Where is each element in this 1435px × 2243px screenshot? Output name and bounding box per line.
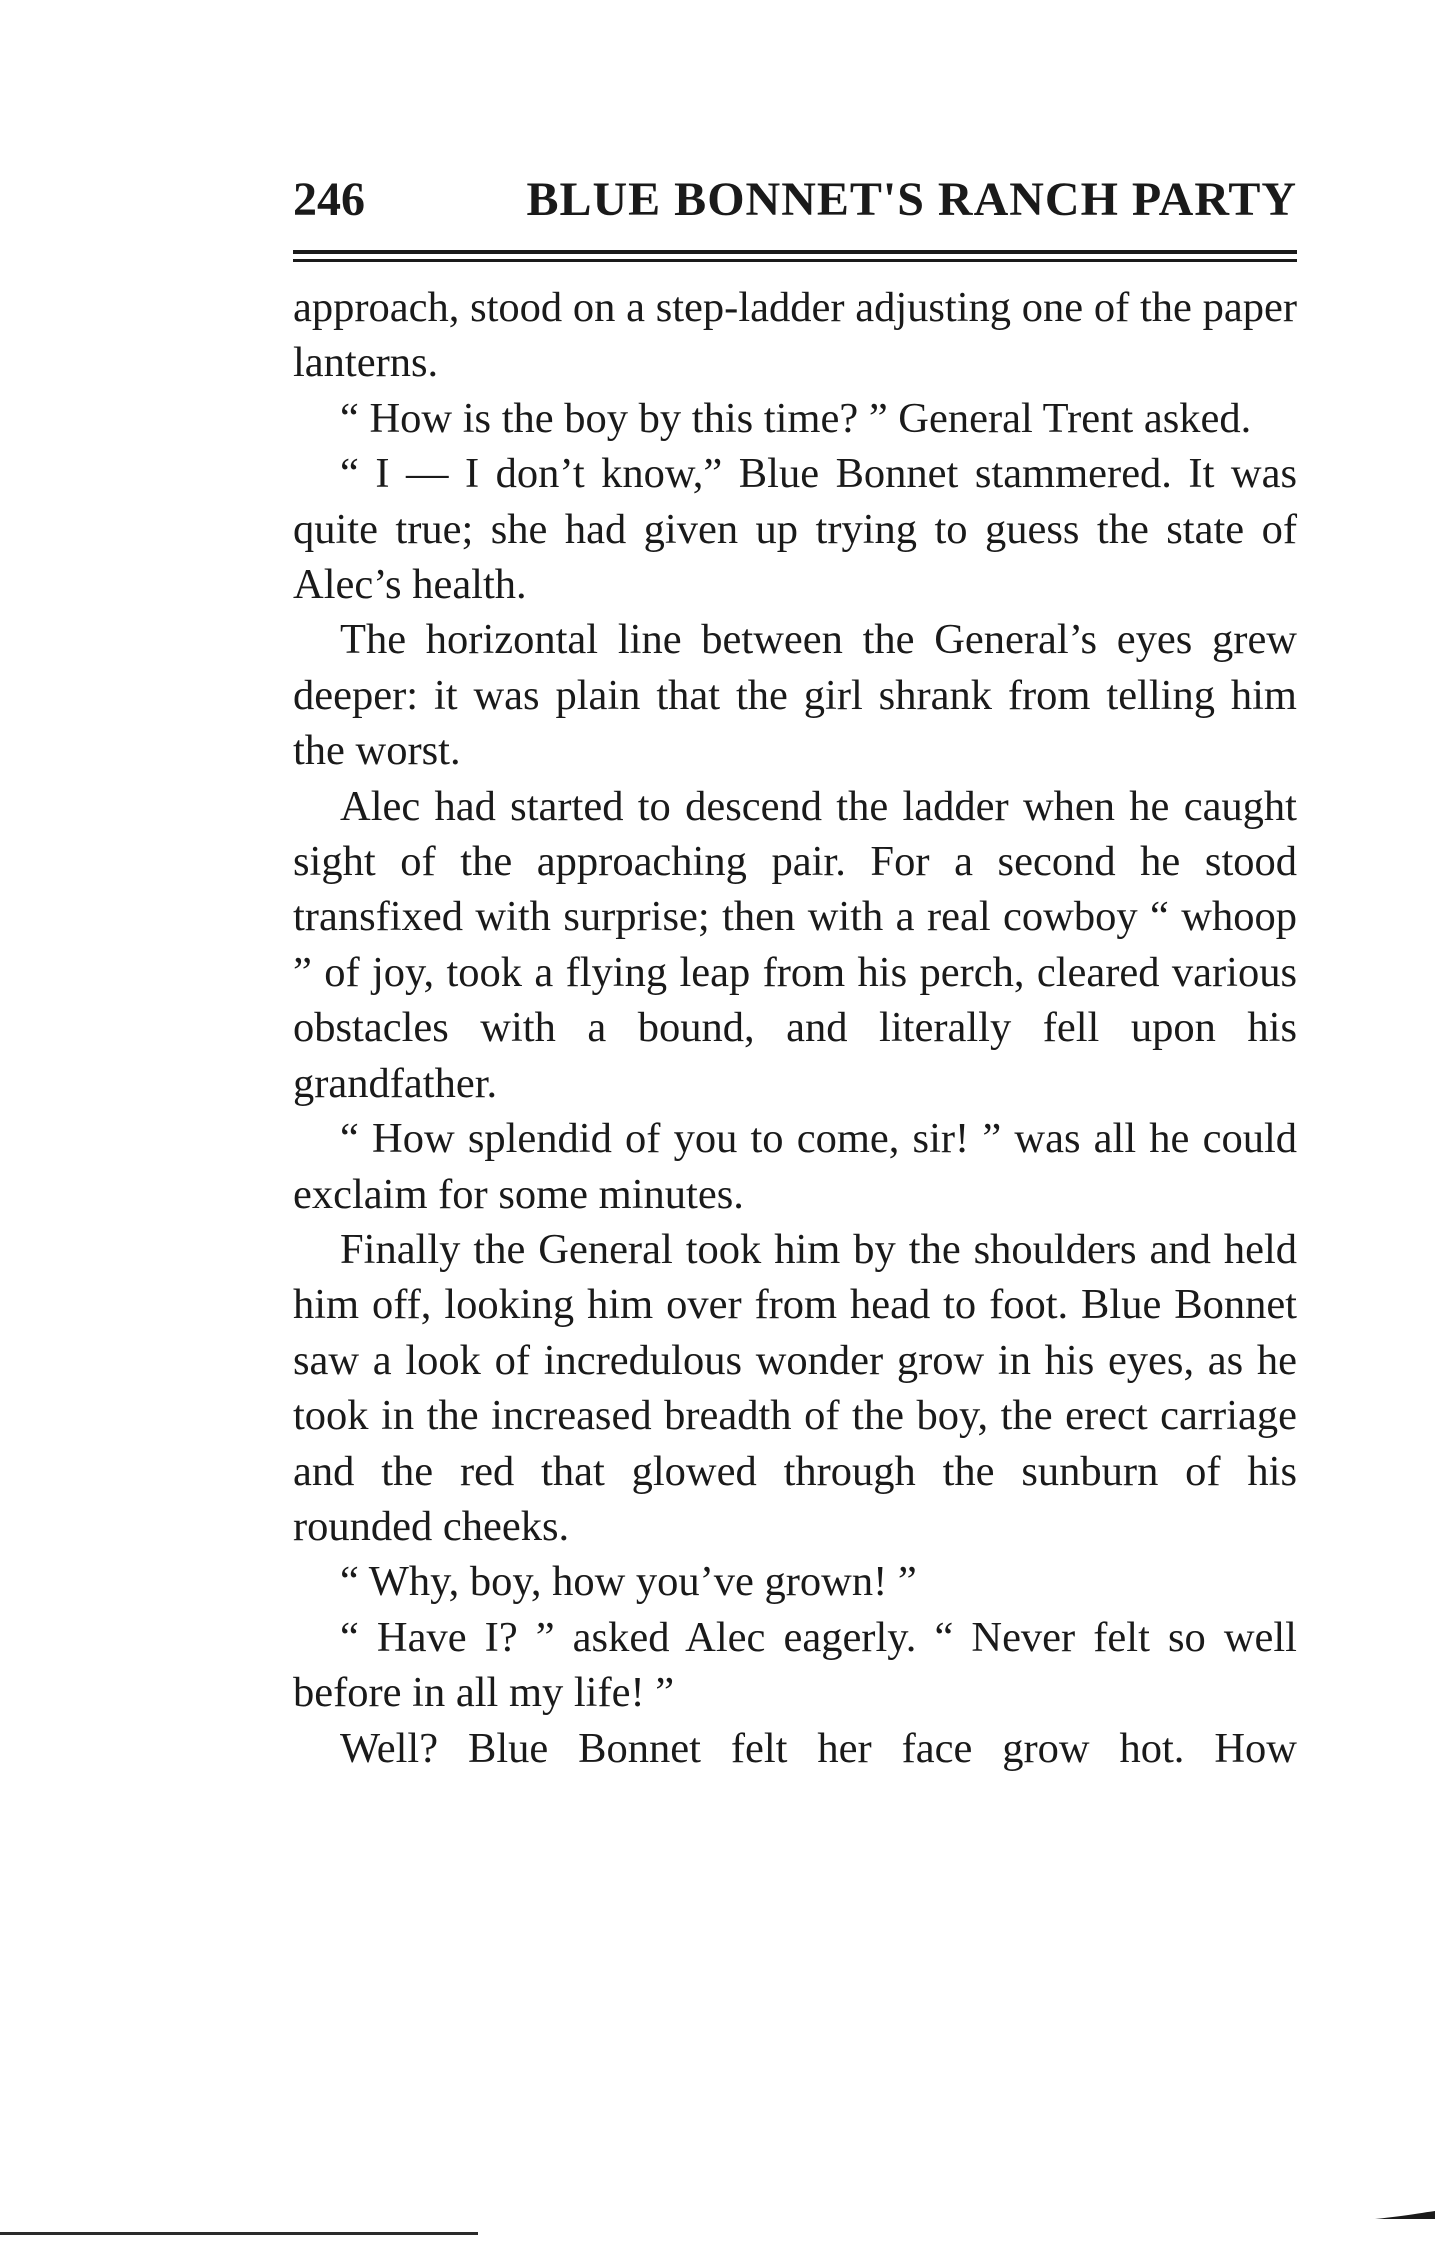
page-body [293, 280, 1297, 1776]
paragraph: Finally the General took him by the shoulders and held him off, looking him over from head to foot. Blue Bonnet saw a look of incredulous wonder grow in his eyes, as he took in the increased breadth of the boy, the erect carriage and the red that glowed through the sunburn of his rounded cheeks. [293, 1225, 1297, 1550]
header-rule-bottom [293, 259, 1297, 262]
paragraph: approach, stood on a step-ladder adjusting one of the paper lanterns. [293, 284, 1297, 387]
paragraph: “ Why, boy, how you’ve grown! ” [340, 1558, 917, 1606]
paragraph: “ Have I? ” asked Alec eagerly. “ Never felt so well before in all my life! ” [293, 1613, 1297, 1717]
paragraph: The horizontal line between the General’s eyes grew deeper: it was plain that the girl shrank from telling him the worst. [293, 616, 1297, 775]
running-header [293, 170, 1297, 230]
scan-edge-line [0, 2232, 478, 2235]
paragraph: “ How splendid of you to come, sir! ” was all he could exclaim for some minutes. [293, 1115, 1297, 1218]
page-number: 246 [293, 173, 365, 226]
paragraph: Well? Blue Bonnet felt her face grow hot. How [340, 1724, 1297, 1772]
header-rule-top [293, 250, 1297, 254]
running-title: BLUE BONNET'S RANCH PARTY [526, 173, 1297, 226]
paragraph: “ How is the boy by this time? ” General Trent asked. [340, 394, 1252, 442]
scan-edge-mark [1375, 2185, 1435, 2221]
paragraph: “ I — I don’t know,” Blue Bonnet stammered. It was quite true; she had given up trying to guess the state of Alec’s health. [293, 450, 1297, 609]
paragraph: Alec had started to descend the ladder when he caught sight of the approaching pair. For a second he stood transfixed with surprise; then with a real cowboy “ whoop ” of joy, took a flying leap from his perch, cleared various obstacles with a bound, and literally fell upon his grandfather. [293, 782, 1297, 1107]
